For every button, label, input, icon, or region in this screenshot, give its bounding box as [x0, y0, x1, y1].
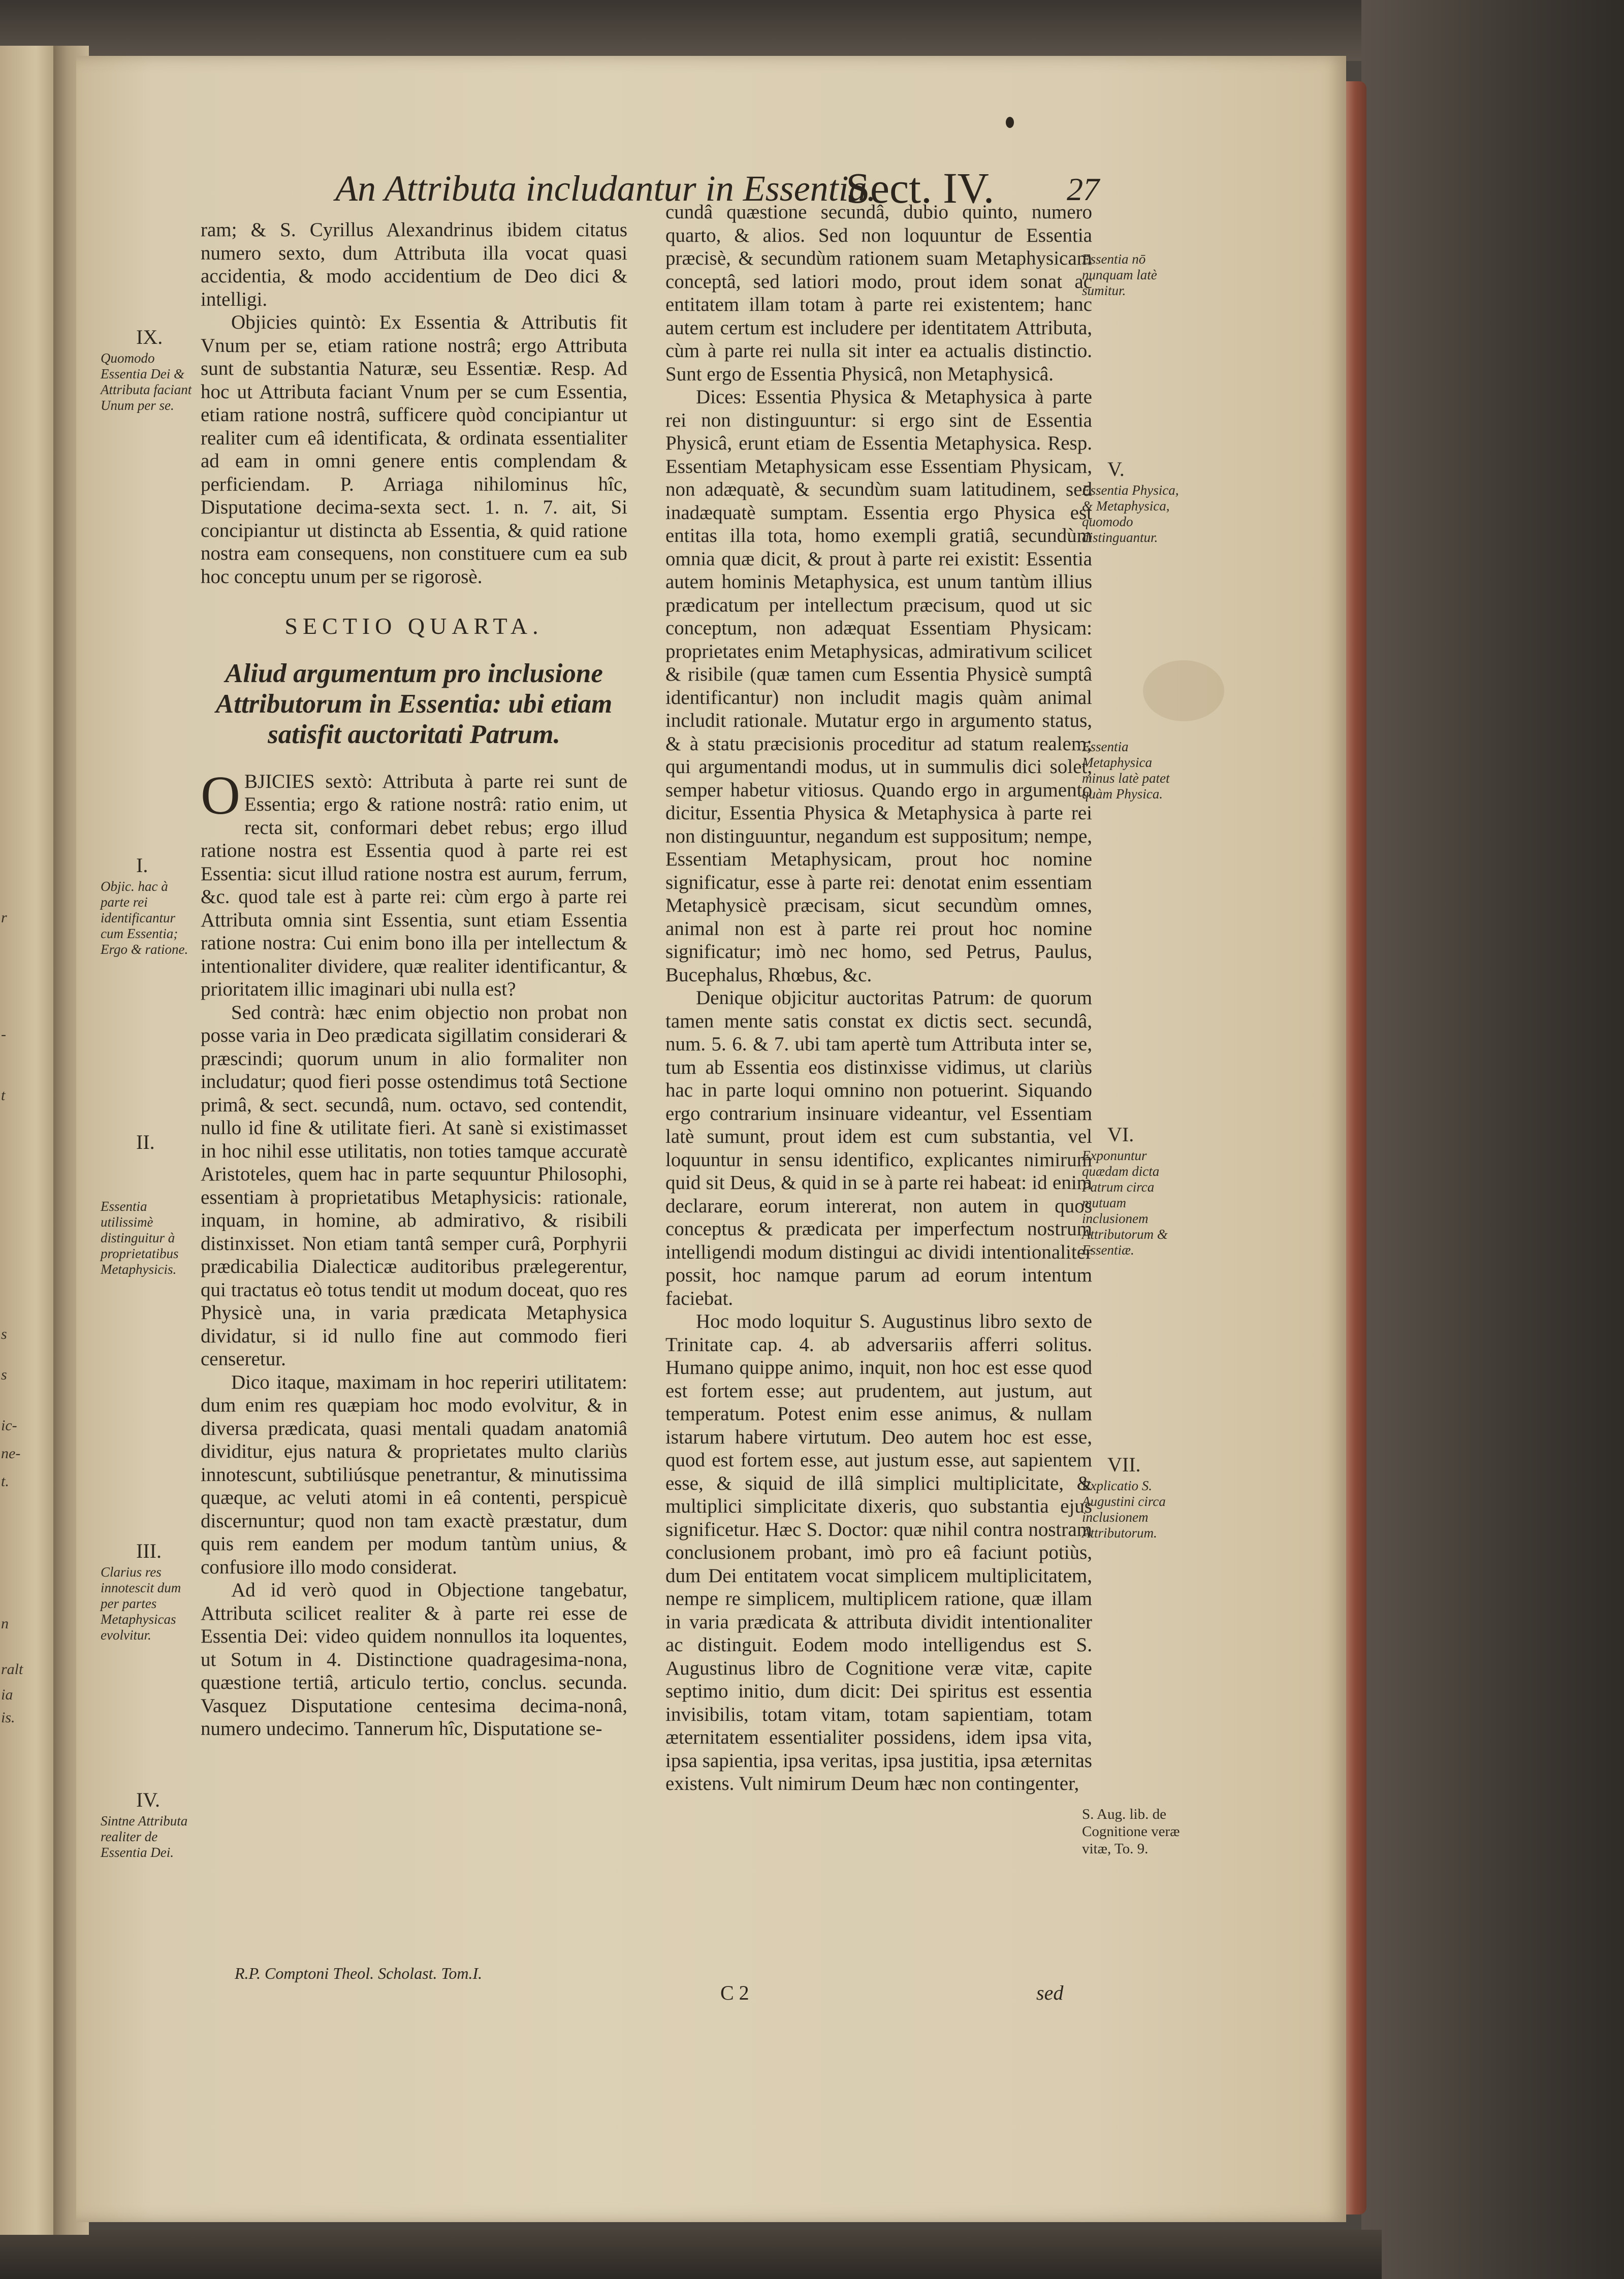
left-page-fragment: t.	[1, 1473, 9, 1490]
signature-mark: C 2	[720, 1981, 749, 2004]
paragraph-text: BJICIES sextò: Attributa à parte rei sunt de Essentia; ergo & ratione nostrâ: ratio enim, ut recta sit, conformari debet rebus; ergo illud ratione nostra est Essentia quod à parte rei est Essentia: sicut illud ratione nostra est aurum, ferrum, &c. quod tale est à parte rei: cùm ergo à parte rei Attributa omnia sint Essentia, sunt etiam Essentia ratione nostra: Cui enim bono illa per intellectum & intentionaliter dividere, quæ realiter identificantur, & prioritatem illic imaginari ubi nulla est?	[201, 770, 627, 1000]
left-page-fragment: t	[1, 1087, 6, 1104]
left-page-edge	[0, 46, 60, 2235]
paragraph	[201, 765, 627, 1001]
margin-note: Essentia Metaphysica minus latè patet quàm Physica.	[1082, 739, 1170, 801]
left-page-fragment: ralt	[1, 1661, 23, 1678]
margin-reference: S. Aug. lib. de Cognitione veræ vitæ, To. 9.	[1082, 1806, 1180, 1857]
paper-stain	[1143, 660, 1224, 721]
margin-number: VII.	[1107, 1453, 1141, 1476]
left-page-fragment: is.	[1, 1709, 15, 1726]
paragraph: Dico itaque, maximam in hoc reperiri utilitatem: dum enim res quæpiam hoc modo evolvitur, & in diversa prædicata, quasi mentali quadam anatomiâ dividitur, ejus natura & proprietates multo clariùs innotescunt, subtiliúsque penetrantur, & minutissima quæque, ac veluti atomi in eâ contenti, perspicuè discernuntur; quod non tam exactè præstatur, dum quis rem eandem per modum tantùm unius, & confusiore illo modo considerat.	[201, 1371, 627, 1578]
margin-note: Essentia Physica, & Metaphysica, quomodo distinguantur.	[1082, 483, 1179, 545]
margin-note: Essentia utilissimè distinguitur à proprietatibus Metaphysicis.	[101, 1199, 179, 1277]
paragraph: Hoc modo loquitur S. Augustinus libro sexto de Trinitate cap. 4. ab adversariis afferri solitus. Humano quippe animo, inquit, non hoc est esse quod est fortem esse; aut prudentem, aut justum, aut temperatum. Potest enim esse animus, & nullam istarum habere virtutum. Deo autem hoc est esse, quod est fortem esse, aut justum esse, aut sapientem esse, & siquid de illâ simplici multiplicitate, & multiplici simplicitate dixeris, quo substantia ejus significetur. Hæc S. Doctor: quæ nihil contra nostram conclusionem probant, imò pro eâ faciunt potiùs, dum Dei entitatem vocat simplicem multiplicitatem, nempe re simplicem, multiplicem ratione, quæ illam in varia prædicata & attributa dividit intentionaliter ac distinguit. Eodem modo intelligendus est S. Augustinus libro de Cognitione veræ vitæ, capite septimo initio, dum dicit: Dei spiritus est essentia invisibilis, totam vitam, totam sapientiam, totam æternitatem essentialiter possidens, idem ipsa vita, ipsa sapientia, ipsa veritas, ipsa justitia, ipsa æternitas existens. Vult nimirum Deum hæc non contingenter,	[665, 1310, 1092, 1794]
left-page-fragment: ia	[1, 1686, 13, 1703]
margin-number: II.	[136, 1131, 155, 1153]
margin-note: Clarius res innotescit dum per partes Metaphysicas evolvitur.	[101, 1564, 181, 1643]
margin-note: Explicatio S. Augustini circa inclusionem Attributorum.	[1082, 1478, 1166, 1540]
left-page-fragment: s	[1, 1366, 7, 1383]
left-page-fragment: r	[1, 909, 7, 926]
dark-background-bottom	[0, 2230, 1382, 2279]
margin-note: Quomodo Essentia Dei & Attributa faciant Unum per se.	[101, 350, 192, 413]
margin-number: IV.	[136, 1788, 161, 1811]
paragraph: cundâ quæstione secundâ, dubio quinto, numero quarto, & alios. Sed non loquuntur de Essentia præcisè, & secundùm rationem suam Metaphysicam conceptâ, sed latiori modo, prout idem sonat ac entitatem illam totam à parte rei existentem; hanc autem certum est includere per identitatem Attributa, cùm à parte rei nulla sit inter ea actualis distinctio. Sunt ergo de Essentia Physicâ, non Metaphysicâ.	[665, 201, 1092, 385]
left-page-fragment: -	[1, 1026, 6, 1043]
page-number: 27	[1067, 171, 1099, 207]
left-page-fragment: ne-	[1, 1445, 21, 1462]
running-head-section: Sect. IV.	[846, 164, 995, 212]
footer-imprint: R.P. Comptoni Theol. Scholast. Tom.I.	[235, 1964, 483, 1982]
text-column-right	[665, 201, 1092, 1795]
dark-background-right	[1361, 0, 1624, 2279]
left-page-fragment: s	[1, 1326, 7, 1342]
left-page-fragment: ic-	[1, 1417, 17, 1434]
margin-number: VI.	[1107, 1123, 1134, 1146]
margin-note: Objic. hac à parte rei identificantur cum Essentia; Ergo & ratione.	[101, 879, 188, 957]
paragraph: Ad id verò quod in Objectione tangebatur, Attributa scilicet realiter & à parte rei esse de Essentia Dei: video quidem nonnullos ita loquentes, ut Sotum in 4. Distinctione quadragesima-nona, quæstione tertiâ, articulo tertio, conclus. secunda. Vasquez Disputatione centesima decima-nonâ, numero undecimo. Tannerum hîc, Disputatione se-	[201, 1579, 627, 1740]
running-head-title: An Attributa includantur in Essentia.	[335, 168, 876, 209]
ink-spot	[1006, 117, 1014, 128]
margin-note: Exponuntur quædam dicta Patrum circa mutuam inclusionem Attributorum & Essentiæ.	[1082, 1148, 1168, 1258]
section-heading: SECTIO QUARTA.	[284, 613, 544, 639]
margin-number: IX.	[136, 326, 163, 348]
paragraph: ram; & S. Cyrillus Alexandrinus ibidem citatus numero sexto, dum Attributa illa vocat quasi accidentia, & modo accidentium de Deo dici & intelligi.	[201, 219, 627, 310]
dark-background-top	[0, 0, 1382, 61]
paragraph: Denique objicitur auctoritas Patrum: de quorum tamen mente satis constat ex dictis sect. secundâ, num. 5. 6. & 7. ubi tam apertè tum Attributa inter se, tum ab Essentia eos distinxisse vidimus, ut clariùs hac in parte loqui omnino non potuerint. Siquando ergo contrarium insinuare videantur, vel Essentiam latè sumunt, prout idem est cum substantia, vel loquuntur in sensu identifico, explicantes nimirum quid sit Deus, & quid in se à parte rei habeat: id enim declarare, eorum intererat, non autem in quos conceptus & prædicata per imperfectum nostrum intelligendi modum distingui ac dividi intentionaliter possit, hoc namque parum ad eorum intentum faciebat.	[665, 987, 1092, 1309]
left-page-fragment: n	[1, 1615, 9, 1632]
margin-number: V.	[1107, 458, 1125, 480]
red-page-edges	[1344, 81, 1366, 2214]
paragraph: Objicies quintò: Ex Essentia & Attributis fit Vnum per se, etiam ratione nostrâ; ergo Attributa sunt de substantia Naturæ, seu Essentiæ. Resp. Ad hoc ut Attributa faciant Vnum per se cum Essentia, etiam ratione nostrâ, sufficere quòd concipiantur ut realiter cum eâ identificata, & ordinata essentialiter ad eam in omni genere entis complendam & perficiendam. P. Arriaga nihilominus hîc, Disputatione decima-sexta sect. 1. n. 7. ait, Si concipiantur ut distincta ab Essentia, & quid ratione nostra eam consequens, non constituere cum ea sub hoc conceptu unum per se rigorosè.	[201, 311, 627, 588]
margin-number: I.	[136, 854, 148, 877]
margin-note: Essentia nō nunquam latè sumitur.	[1082, 251, 1157, 298]
drop-capital: O	[201, 765, 240, 826]
catchword: sed	[1036, 1981, 1064, 2004]
paragraph: Dices: Essentia Physica & Metaphysica à parte rei non distinguuntur: si ergo sint de Essentia Physicâ, erunt etiam de Essentia Metaphysica. Resp. Essentiam Metaphysicam esse Essentiam Physicam, non adæquatè, & secundùm suam latitudinem, sed inadæquatè sumptam. Essentia ergo Physica est entitas illa tota, homo exempli gratiâ, secundùm omnia quæ dicit, & prout à parte rei existit: Essentia autem hominis Metaphysica, est unum tantùm illius prædicatum per intellectum præcisum, quod ut sic conceptum, non adæquat Essentiam Physicam: proprietates enim Metaphysicas, admirativum scilicet & risibile (quæ tamen cum Essentia Physicè sumptâ identificantur) non includit magis quàm animal includit rationale. Mutatur ergo in argumento status, & à statu præcisionis proceditur ad statum realem; qui argumentandi modus, ut in summulis dici solet, semper habetur vitiosus. Quando ergo in argumento dicitur, Essentia Physica & Metaphysica à parte rei non distinguuntur, negandum est suppositum; nempe, Essentiam Metaphysicam, prout hoc nomine significatur, esse à parte rei: denotat enim essentiam Metaphysicè præcisam, sicut secundùm omnes, animal non est à parte rei prout hoc nomine significatur; imò nec homo, sed Petrus, Paulus, Bucephalus, Rhœbus, &c.	[665, 386, 1092, 986]
margin-note: Sintne Attributa realiter de Essentia Dei.	[101, 1813, 188, 1860]
section-subtitle: Aliud argumentum pro inclusione Attributorum in Essentia: ubi etiam satisfit auctoritati Patrum.	[215, 658, 613, 749]
margin-number: III.	[136, 1539, 162, 1562]
paragraph: Sed contrà: hæc enim objectio non probat non posse varia in Deo prædicata sigillatim considerari & præscindi; quorum unum in alio formaliter non includatur; quod fieri posse ostendimus totâ Sectione primâ, & sect. secundâ, num. octavo, sed contendit, nullo id fine & utilitate fieri. At sanè si existimasset in hoc nihil esse utilitatis, non toties tamque accuratè Aristoteles, quem hac in parte sequuntur Philosophi, essentiam à proprietatibus Metaphysicis: rationale, inquam, in homine, ab admirativo, & risibili distinxisset. Non etiam tantâ semper curâ, Porphyrii prædicabilia Dialecticæ auditoribus prælegerentur, qui tractatus eò totus tendit ut modum doceat, quo res Physicè una, in varia prædicata Metaphysica dividatur, si id nullo fine aut commodo fieri censeretur.	[201, 1001, 627, 1370]
text-column-left	[201, 218, 627, 1741]
